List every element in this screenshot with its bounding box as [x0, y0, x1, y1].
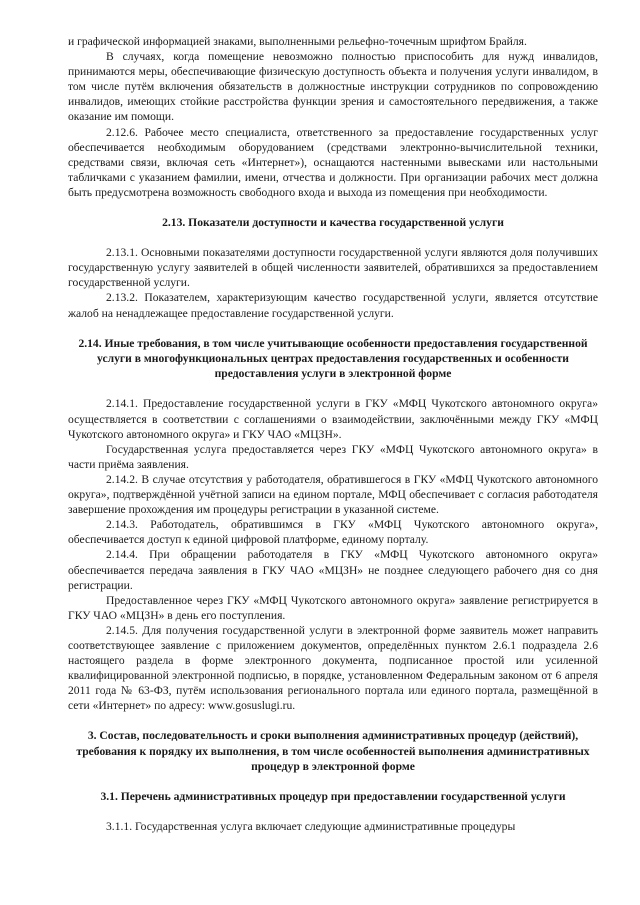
paragraph-2-14-5: 2.14.5. Для получения государственной услуги в электронной форме заявитель может направить соответствующее заявление с приложением документов, определённых пунктом 2.6.1 подраздела 2.6 настоящего раздела в форме электронного документа, подписанное простой или усиленной квалифицированной электронной подписью, в порядке, установленном Федеральным законом от 6 апреля 2011 года № 63-ФЗ, путём использования регионального портала или единого портала, размещённой в сети «Интернет» по адресу: www.gosuslugi.ru.	[68, 623, 598, 713]
spacer	[68, 381, 598, 396]
heading-2-14: 2.14. Иные требования, в том числе учитывающие особенности предоставления государственной услуги в многофункциональных центрах предоставления государственных и особенности предоставления услуги в электронной форме	[78, 336, 588, 381]
paragraph-2-14-3: 2.14.3. Работодатель, обратившимся в ГКУ «МФЦ Чукотского автономного округа», обеспечивается доступ к единой цифровой платформе, единому порталу.	[68, 518, 598, 547]
paragraph-2-14-1: 2.14.1. Предоставление государственной услуги в ГКУ «МФЦ Чукотского автономного округа» осуществляется в соответствии с соглашениями о взаимодействии, заключёнными между ГКУ «МФЦ Чукотского автономного округа» и ГКУ ЧАО «МЦЗН».	[68, 397, 598, 441]
heading-section-3: 3. Состав, последовательность и сроки выполнения административных процедур (действий), требования к порядку их выполнения, в том числе особенностей выполнения административных процедур в электронной форме	[76, 729, 590, 774]
paragraph-braille-tail: и графической информацией знаками, выполненными рельефно-точечным шрифтом Брайля.	[68, 35, 527, 48]
spacer	[68, 713, 598, 728]
paragraph-2-14-4: 2.14.4. При обращении работодателя в ГКУ «МФЦ Чукотского автономного округа» обеспечивается передача заявления в ГКУ ЧАО «МЦЗН» не позднее следующего рабочего дня со дня регистрации.	[68, 548, 598, 592]
spacer	[68, 804, 598, 819]
spacer	[68, 774, 598, 789]
heading-3-1: 3.1. Перечень административных процедур при предоставлении государственной услуги	[100, 790, 566, 804]
paragraph-2-12-6: 2.12.6. Рабочее место специалиста, ответственного за предоставление государственных услуг обеспечивается необходимым оборудованием (средствами электронно-вычислительной техники, средствами связи, включая сеть «Интернет»), оснащаются настенными вывесками или настольными табличками с указанием фамилии, имени, отчества и должности. При организации рабочих мест должна быть предусмотрена возможность свободного входа и выхода из помещения при необходимости.	[68, 125, 598, 199]
paragraph-disabled-access: В случаях, когда помещение невозможно полностью приспособить для нужд инвалидов, принимаются меры, обеспечивающие физическую доступность объекта и получения услуги инвалидом, в том числе путём включения обязательств в должностные инструкции сотрудников по сопровождению инвалидов, имеющих стойкие расстройства функции зрения и самостоятельного передвижения, а также оказание им помощи.	[68, 50, 598, 124]
spacer	[68, 230, 598, 245]
paragraph-2-13-1: 2.13.1. Основными показателями доступности государственной услуги являются доля получивших государственную услугу заявителей в общей численности заявителей, обратившихся за предоставлением государственной услуги.	[68, 246, 598, 290]
paragraph-2-14-4-registration: Предоставленное через ГКУ «МФЦ Чукотского автономного округа» заявление регистрируется в ГКУ ЧАО «МЦЗН» в день его поступления.	[68, 593, 598, 622]
paragraph-3-1-1: 3.1.1. Государственная услуга включает следующие административные процедуры	[106, 820, 516, 834]
paragraph-2-14-2: 2.14.2. В случае отсутствия у работодателя, обратившегося в ГКУ «МФЦ Чукотского автономного округа», подтверждённой учётной записи на едином портале, МФЦ обеспечивает с согласия работодателя завершение прохождения им процедуры регистрации в указанной системе.	[68, 472, 598, 517]
paragraph-2-14-1-reception: Государственная услуга предоставляется через ГКУ «МФЦ Чукотского автономного округа» в части приёма заявления.	[68, 442, 598, 471]
heading-2-13: 2.13. Показатели доступности и качества государственной услуги	[162, 216, 504, 230]
paragraph-2-13-2: 2.13.2. Показателем, характеризующим качество государственной услуги, является отсутствие жалоб на ненадлежащее предоставление государственной услуги.	[68, 291, 598, 320]
spacer	[68, 321, 598, 336]
document-page	[68, 34, 598, 835]
spacer	[68, 200, 598, 215]
